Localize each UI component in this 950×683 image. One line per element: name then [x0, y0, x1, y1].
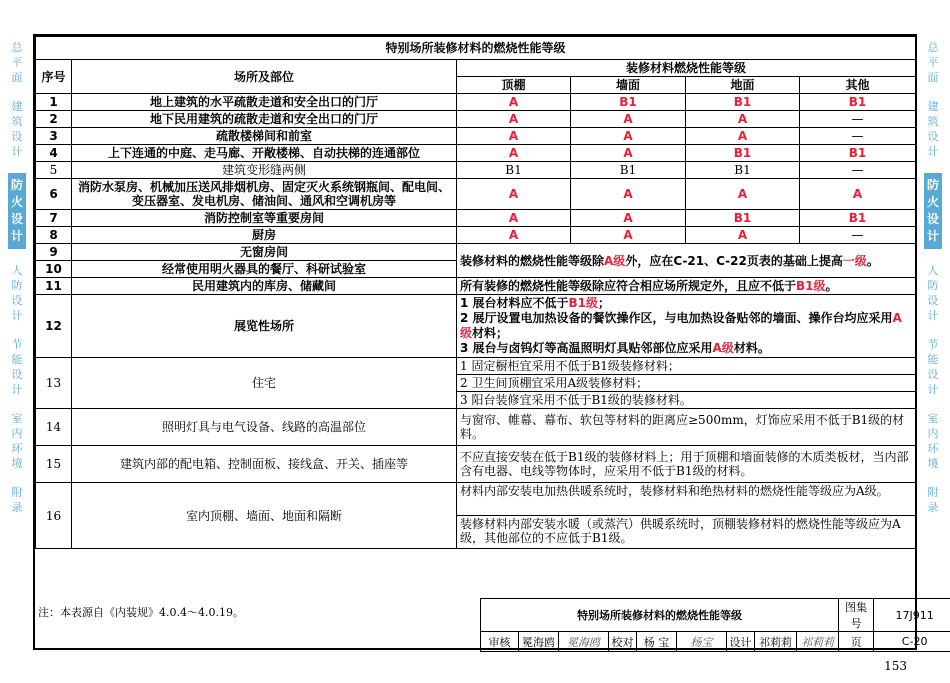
row-no: 6 [36, 179, 72, 210]
grade-ceiling: A [457, 111, 571, 128]
row-no: 11 [36, 278, 72, 295]
table-row [36, 145, 916, 162]
side-nav-item[interactable]: 室内环境 [11, 412, 23, 470]
grade-floor: A [686, 179, 800, 210]
row-location: 民用建筑内的库房、储藏间 [72, 278, 457, 295]
row-location: 住宅 [72, 358, 457, 409]
designer-name: 祁莉莉 [755, 632, 797, 652]
row-location: 地下民用建筑的疏散走道和安全出口的门厅 [72, 111, 457, 128]
row-12-requirement: 1 展台材料应不低于B1级； 2 展厅设置电加热设备的餐饮操作区，与电加热设备贴邻的墙面、操作台均应采用A级材料； 3 展台与卤钨灯等高温照明灯具贴邻部位应采用A级材料。 [457, 295, 916, 358]
row-no: 5 [36, 162, 72, 179]
row-location: 无窗房间 [72, 244, 457, 261]
row-no: 16 [36, 483, 72, 549]
atlas-label: 图集号 [839, 599, 874, 632]
grade-floor: A [686, 111, 800, 128]
header-location: 场所及部位 [72, 60, 457, 94]
row-no: 2 [36, 111, 72, 128]
grade-ceiling: A [457, 145, 571, 162]
grade-floor: A [686, 128, 800, 145]
table-row [36, 94, 916, 111]
header-no: 序号 [36, 60, 72, 94]
review-label: 审核 [481, 632, 519, 652]
grade-ceiling: A [457, 179, 571, 210]
grade-other: A [800, 179, 916, 210]
side-nav-item[interactable]: 室内环境 [927, 412, 939, 470]
header-other: 其他 [800, 77, 916, 94]
side-nav-item[interactable]: 节能设计 [11, 338, 23, 396]
table-row [36, 227, 916, 244]
side-nav-right [924, 40, 942, 529]
grade-floor: B1 [686, 94, 800, 111]
header-ceiling: 顶棚 [457, 77, 571, 94]
row-no: 8 [36, 227, 72, 244]
grade-ceiling: A [457, 227, 571, 244]
grade-floor: B1 [686, 145, 800, 162]
row-location: 室内顶棚、墙面、地面和隔断 [72, 483, 457, 549]
row-no: 9 [36, 244, 72, 261]
side-nav-item[interactable]: 附录 [11, 486, 23, 514]
side-nav-item[interactable]: 人防设计 [11, 264, 23, 322]
rows-9-10-requirement: 装修材料的燃烧性能等级除A级外，应在C-21、C-22页表的基础上提高一级。 [457, 244, 916, 278]
row-16-requirement: 材料内部安装电加热供暖系统时，装修材料和绝热材料的燃烧性能等级应为A级。 装修材料内部安装水暖（或蒸汽）供暖系统时，顶棚装修材料的燃烧性能等级应为A级，其他部位的不应低于B1级。 [457, 483, 916, 549]
table-row [36, 162, 916, 179]
table-row [36, 111, 916, 128]
row-no: 1 [36, 94, 72, 111]
row-location: 展览性场所 [72, 295, 457, 358]
row-13-requirement: 1 固定橱柜宜采用不低于B1级装修材料； 2 卫生间顶棚宜采用A级装修材料； 3 阳台装修宜采用不低于B1级的装修材料。 [457, 358, 916, 409]
row-location: 上下连通的中庭、走马廊、开敞楼梯、自动扶梯的连通部位 [72, 145, 457, 162]
grade-wall: A [571, 145, 686, 162]
row-location: 疏散楼梯间和前室 [72, 128, 457, 145]
side-nav-item[interactable]: 人防设计 [927, 264, 939, 322]
row-no: 10 [36, 261, 72, 278]
page-label: 页 [839, 632, 874, 652]
row-no: 14 [36, 409, 72, 446]
side-nav-item[interactable]: 总平面 [927, 41, 939, 84]
header-wall: 墙面 [571, 77, 686, 94]
row-location: 消防控制室等重要房间 [72, 210, 457, 227]
header-group: 装修材料燃烧性能等级 [457, 60, 916, 77]
grade-wall: B1 [571, 94, 686, 111]
title-block-title: 特别场所装修材料的燃烧性能等级 [481, 599, 839, 632]
grade-ceiling: A [457, 94, 571, 111]
row-location: 经常使用明火器具的餐厅、科研试验室 [72, 261, 457, 278]
row-location: 建筑内部的配电箱、控制面板、接线盒、开关、插座等 [72, 446, 457, 483]
grade-ceiling: B1 [457, 162, 571, 179]
footnote: 注：本表源自《内装规》4.0.4～4.0.19。 [38, 606, 244, 619]
row-no: 13 [36, 358, 72, 409]
row-no: 4 [36, 145, 72, 162]
row-15-requirement: 不应直接安装在低于B1级的装修材料上；用于顶棚和墙面装修的木质类板材，当内部含有电器、电线等物体时，应采用不低于B1级的材料。 [457, 446, 916, 483]
grade-floor: B1 [686, 210, 800, 227]
side-nav-item-active[interactable]: 防火设计 [8, 173, 26, 249]
title-block [480, 598, 950, 652]
table-row [36, 128, 916, 145]
reviewer-name: 冕海鸥 [519, 632, 559, 652]
grade-other: — [800, 111, 916, 128]
row-14-requirement: 与窗帘、帷幕、幕布、软包等材料的距离应≥500mm，灯饰应采用不低于B1级的材料。 [457, 409, 916, 446]
grade-other: B1 [800, 145, 916, 162]
grade-ceiling: A [457, 210, 571, 227]
atlas-number: 17J911 [874, 599, 950, 632]
grade-floor: A [686, 227, 800, 244]
checker-name: 杨 宝 [637, 632, 677, 652]
grade-floor: B1 [686, 162, 800, 179]
row-no: 15 [36, 446, 72, 483]
grade-wall: A [571, 111, 686, 128]
side-nav-item[interactable]: 总平面 [11, 41, 23, 84]
rating-table [35, 36, 916, 549]
row-11-requirement: 所有装修的燃烧性能等级除应符合相应场所规定外，且应不低于B1级。 [457, 278, 916, 295]
grade-wall: B1 [571, 162, 686, 179]
header-floor: 地面 [686, 77, 800, 94]
design-label: 设计 [727, 632, 755, 652]
side-nav-item[interactable]: 建筑设计 [11, 100, 23, 158]
row-location: 消防水泵房、机械加压送风排烟机房、固定灭火系统钢瓶间、配电间、变压器室、发电机房、储油间、通风和空调机房等 [72, 179, 457, 210]
checker-signature: 杨宝 [677, 632, 727, 652]
check-label: 校对 [609, 632, 637, 652]
grade-other: B1 [800, 94, 916, 111]
grade-other: — [800, 128, 916, 145]
sheet-number: C-20 [874, 632, 950, 652]
grade-wall: A [571, 179, 686, 210]
side-nav-item[interactable]: 节能设计 [927, 338, 939, 396]
page-number: 153 [884, 659, 907, 673]
side-nav-item[interactable]: 建筑设计 [927, 100, 939, 158]
side-nav-left [8, 40, 26, 529]
grade-ceiling: A [457, 128, 571, 145]
side-nav-item[interactable]: 附录 [927, 486, 939, 514]
row-no: 3 [36, 128, 72, 145]
row-no: 12 [36, 295, 72, 358]
reviewer-signature: 冕海鸥 [559, 632, 609, 652]
row-location: 建筑变形缝两侧 [72, 162, 457, 179]
table-title: 特别场所装修材料的燃烧性能等级 [36, 37, 916, 60]
row-no: 7 [36, 210, 72, 227]
grade-other: — [800, 162, 916, 179]
row-location: 照明灯具与电气设备、线路的高温部位 [72, 409, 457, 446]
grade-other: B1 [800, 210, 916, 227]
row-location: 地上建筑的水平疏散走道和安全出口的门厅 [72, 94, 457, 111]
grade-wall: A [571, 128, 686, 145]
side-nav-item-active[interactable]: 防火设计 [924, 173, 942, 249]
row-location: 厨房 [72, 227, 457, 244]
grade-other: — [800, 227, 916, 244]
table-row [36, 179, 916, 210]
grade-wall: A [571, 227, 686, 244]
grade-wall: A [571, 210, 686, 227]
table-row [36, 210, 916, 227]
designer-signature: 祁莉莉 [797, 632, 839, 652]
